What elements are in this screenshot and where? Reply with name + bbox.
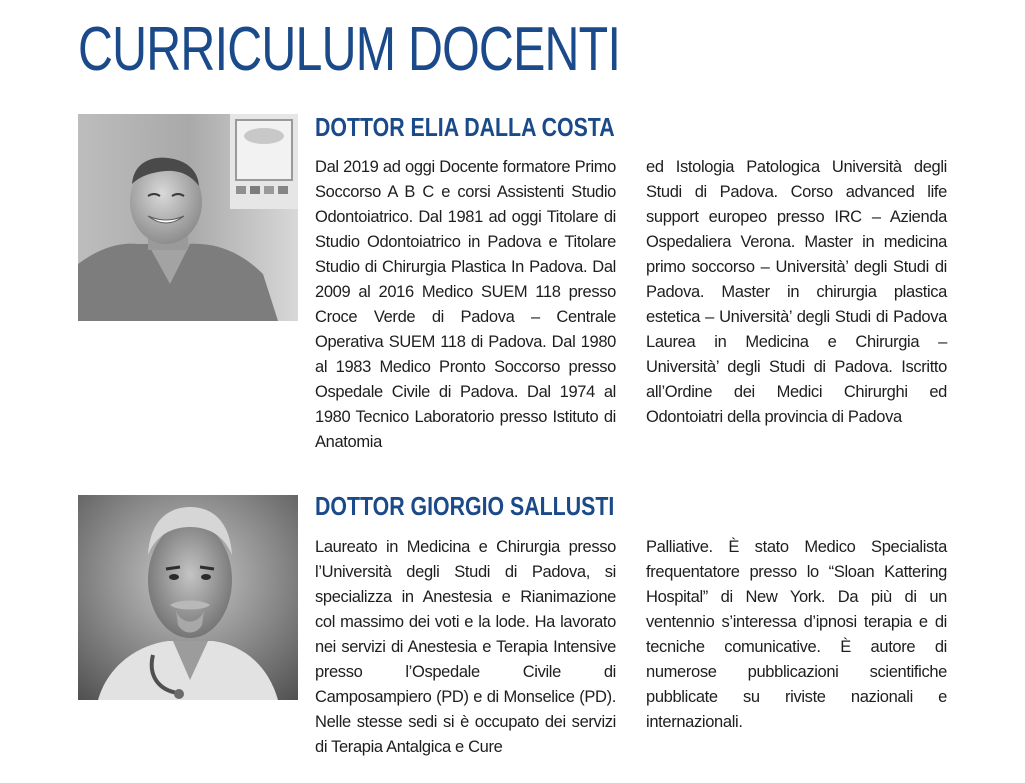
doctor-photo-dalla-costa — [78, 114, 298, 321]
bio-text-dalla-costa-left: Dal 2019 ad oggi Docente formatore Primo Soccorso A B C e corsi Assistenti Studio Odontoiatrico. Dal 1981 ad oggi Titolare di Studio Odontoiatrico in Padova e Titolare Studio di Chirurgia Plastica In Padova. Dal 2009 al 2016 Medico SUEM 118 presso Croce Verde di Padova – Centrale Operativa SUEM 118 di Padova. Dal 1980 al 1983 Medico Pronto Soccorso presso Ospedale Civile di Padova. Dal 1974 al 1980 Tecnico Laboratorio presso Istituto di Anatomia — [315, 158, 616, 451]
bio-text-sallusti-right: Palliative. È stato Medico Specialista frequentatore presso lo “Sloan Kattering Hospital” di New York. Da più di un ventennio s’interessa d’ipnosi terapia e di tecniche comunicative. È autore di numerose pubblicazioni scientifiche pubblicate su riviste nazionali e internazionali. — [646, 538, 947, 731]
doctor-name-sallusti: DOTTOR GIORGIO SALLUSTI — [315, 491, 615, 521]
doctor-photo-sallusti — [78, 495, 298, 700]
doctor-name-dalla-costa: DOTTOR ELIA DALLA COSTA — [315, 112, 615, 142]
page-title: CURRICULUM DOCENTI — [78, 15, 621, 84]
bio-text-dalla-costa-right: ed Istologia Patologica Università degli Studi di Padova. Corso advanced life support europeo presso IRC – Azienda Ospedaliera Verona. Master in medicina primo soccorso – Università’ degli Studi di Padova. Master in chirurgia plastica estetica – Università’ degli Studi di Padova Laurea in Medicina e Chirurgia – Università’ degli Studi di Padova. Iscritto all’Ordine dei Medici Chirurghi ed Odontoiatri della provincia di Padova — [646, 158, 947, 426]
bio-text-sallusti-left: Laureato in Medicina e Chirurgia presso l’Università degli Studi di Padova, si specializza in Anestesia e Rianimazione col massimo dei voti e la lode. Ha lavorato nei servizi di Anestesia e Terapia Intensive presso l’Ospedale Civile di Camposampiero (PD) e di Monselice (PD). Nelle stesse sedi si è occupato dei servizi di Terapia Antalgica e Cure — [315, 538, 616, 756]
